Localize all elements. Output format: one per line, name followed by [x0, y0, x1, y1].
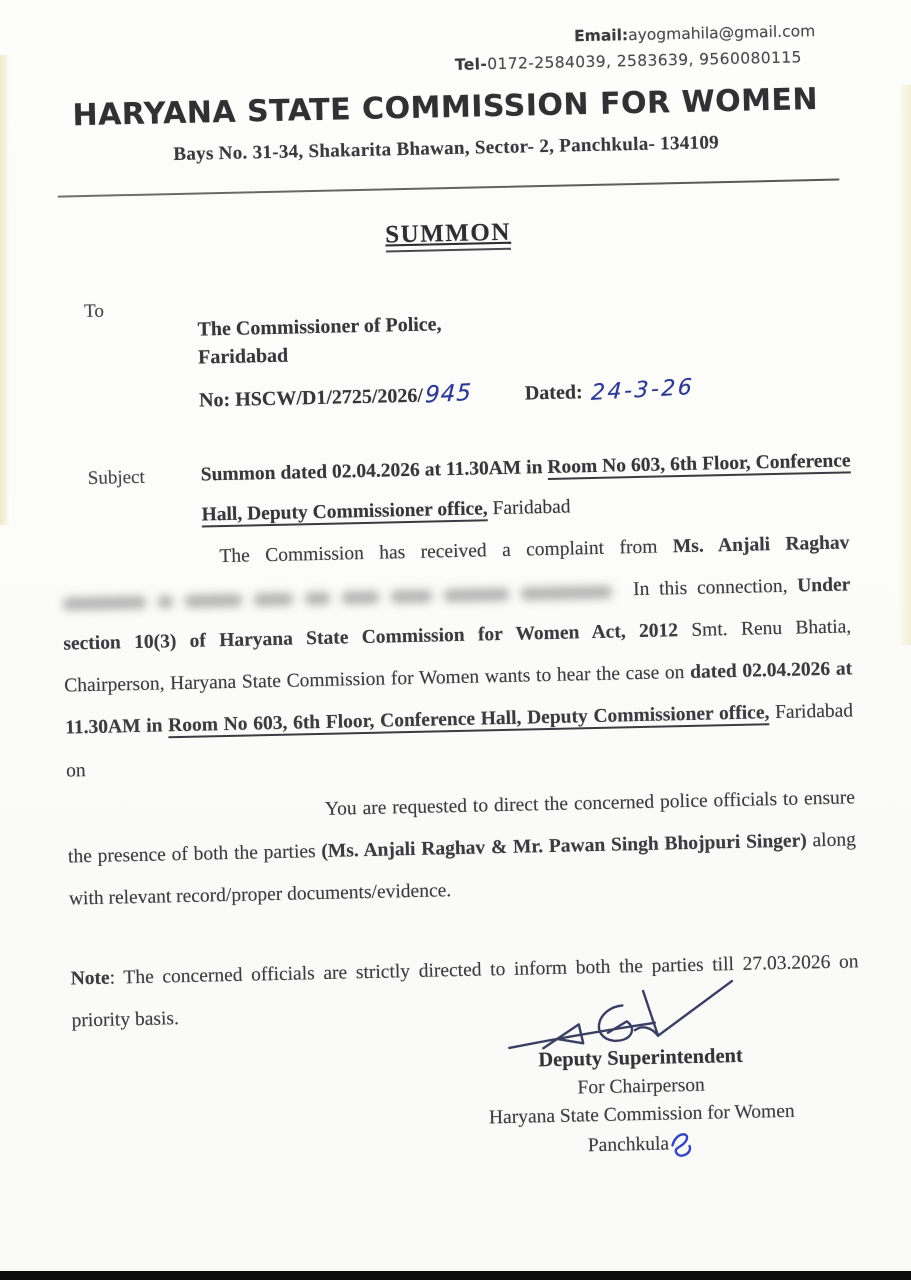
signature-scribble: [504, 976, 746, 1053]
ref-number-handwritten: 945: [424, 379, 473, 409]
p2-parties-names: (Ms. Anjali Raghav & Mr. Pawan Singh Bhojpuri Singer): [321, 830, 807, 862]
p1-seg8: Faridabad on: [65, 700, 854, 782]
initial-scribble: [667, 1127, 698, 1160]
tel-label: Tel-: [454, 55, 488, 75]
redacted-text-blob: [341, 590, 379, 604]
reference-line: [199, 376, 694, 413]
signatory-place: Panchkula: [587, 1133, 670, 1157]
organization-address: Bays No. 31-34, Shakarita Bhawan, Sector- 2, Panchkula- 134109: [173, 132, 720, 166]
signatory-org: Haryana State Commission for Women: [488, 1100, 795, 1129]
p1-seg1: The Commission has received a complaint from: [219, 536, 674, 568]
p1-section-reference: Under section 10(3) of Haryana State Commission for Women Act, 2012: [63, 574, 851, 655]
signatory-designation: Deputy Superintendent: [538, 1044, 744, 1072]
subject-seg1: Summon dated 02.04.2026 at 11.30AM in: [200, 456, 548, 486]
redacted-text-blob: [62, 595, 146, 610]
p1-seg5: Smt. Renu Bhatia, Chairperson, Haryana State Commission for Women wants to hear the case on: [64, 616, 852, 697]
redacted-text-blob: [304, 591, 330, 605]
header-divider: [58, 179, 840, 198]
letter-body: [61, 522, 860, 1042]
p1-seg3: In this connection,: [623, 575, 798, 601]
redacted-text-blob: [157, 595, 173, 608]
addressee-block: [197, 310, 442, 371]
paragraph-2: [67, 777, 858, 920]
redacted-text-blob: [253, 592, 293, 606]
note-label: Note: [70, 967, 110, 990]
p1-hearing-venue-underlined: Room No 603, 6th Floor, Conference Hall, Deputy Commissioner office,: [167, 702, 770, 737]
subject-label: Subject: [87, 466, 146, 489]
addressee-line1: The Commissioner of Police,: [197, 313, 442, 341]
to-label: To: [83, 300, 105, 323]
subject-seg3: Faridabad: [487, 496, 571, 520]
document-title: SUMMON: [385, 219, 511, 253]
addressee-line2: Faridabad: [197, 344, 289, 369]
dated-label: Dated:: [524, 381, 583, 405]
note-text: : The concerned officials are strictly directed to inform both the parties till 27.03.2026 on priority basis.: [71, 951, 859, 1032]
subject-seg2-underlined: Room No 603, 6th Floor, Conference Hall, Deputy Commissioner office,: [201, 450, 851, 526]
p2-seg1: You are requested to direct the concerned police officials to ensure the presence of both the parties: [67, 786, 856, 868]
p1-hearing-datetime: dated 02.04.2026 at 11.30AM in: [65, 658, 853, 739]
tel-value: 0172-2584039, 2583639, 9560080115: [487, 48, 802, 74]
subject-text: [200, 441, 852, 535]
dated-handwritten: 24-3-26: [590, 374, 695, 406]
ref-number-label: No: HSCW/D1/2725/2026/: [198, 384, 424, 412]
redacted-text-blob: [184, 593, 242, 607]
redacted-text-blob: [520, 585, 612, 600]
contact-block: [454, 18, 816, 79]
title-wrap: [0, 210, 904, 261]
organization-name: HARYANA STATE COMMISSION FOR WOMEN: [72, 81, 819, 134]
p1-complainant-name: Ms. Anjali Raghav: [672, 532, 850, 558]
paragraph-1: [61, 522, 854, 792]
email-value: ayogmahila@gmail.com: [627, 22, 816, 45]
signature-block: [414, 973, 868, 1165]
p2-seg3: along with relevant record/proper documents/evidence.: [68, 829, 857, 910]
redacted-text-blob: [390, 589, 432, 603]
email-label: Email:: [573, 26, 629, 46]
signatory-for: For Chairperson: [577, 1074, 706, 1099]
redacted-text-blob: [443, 587, 509, 601]
